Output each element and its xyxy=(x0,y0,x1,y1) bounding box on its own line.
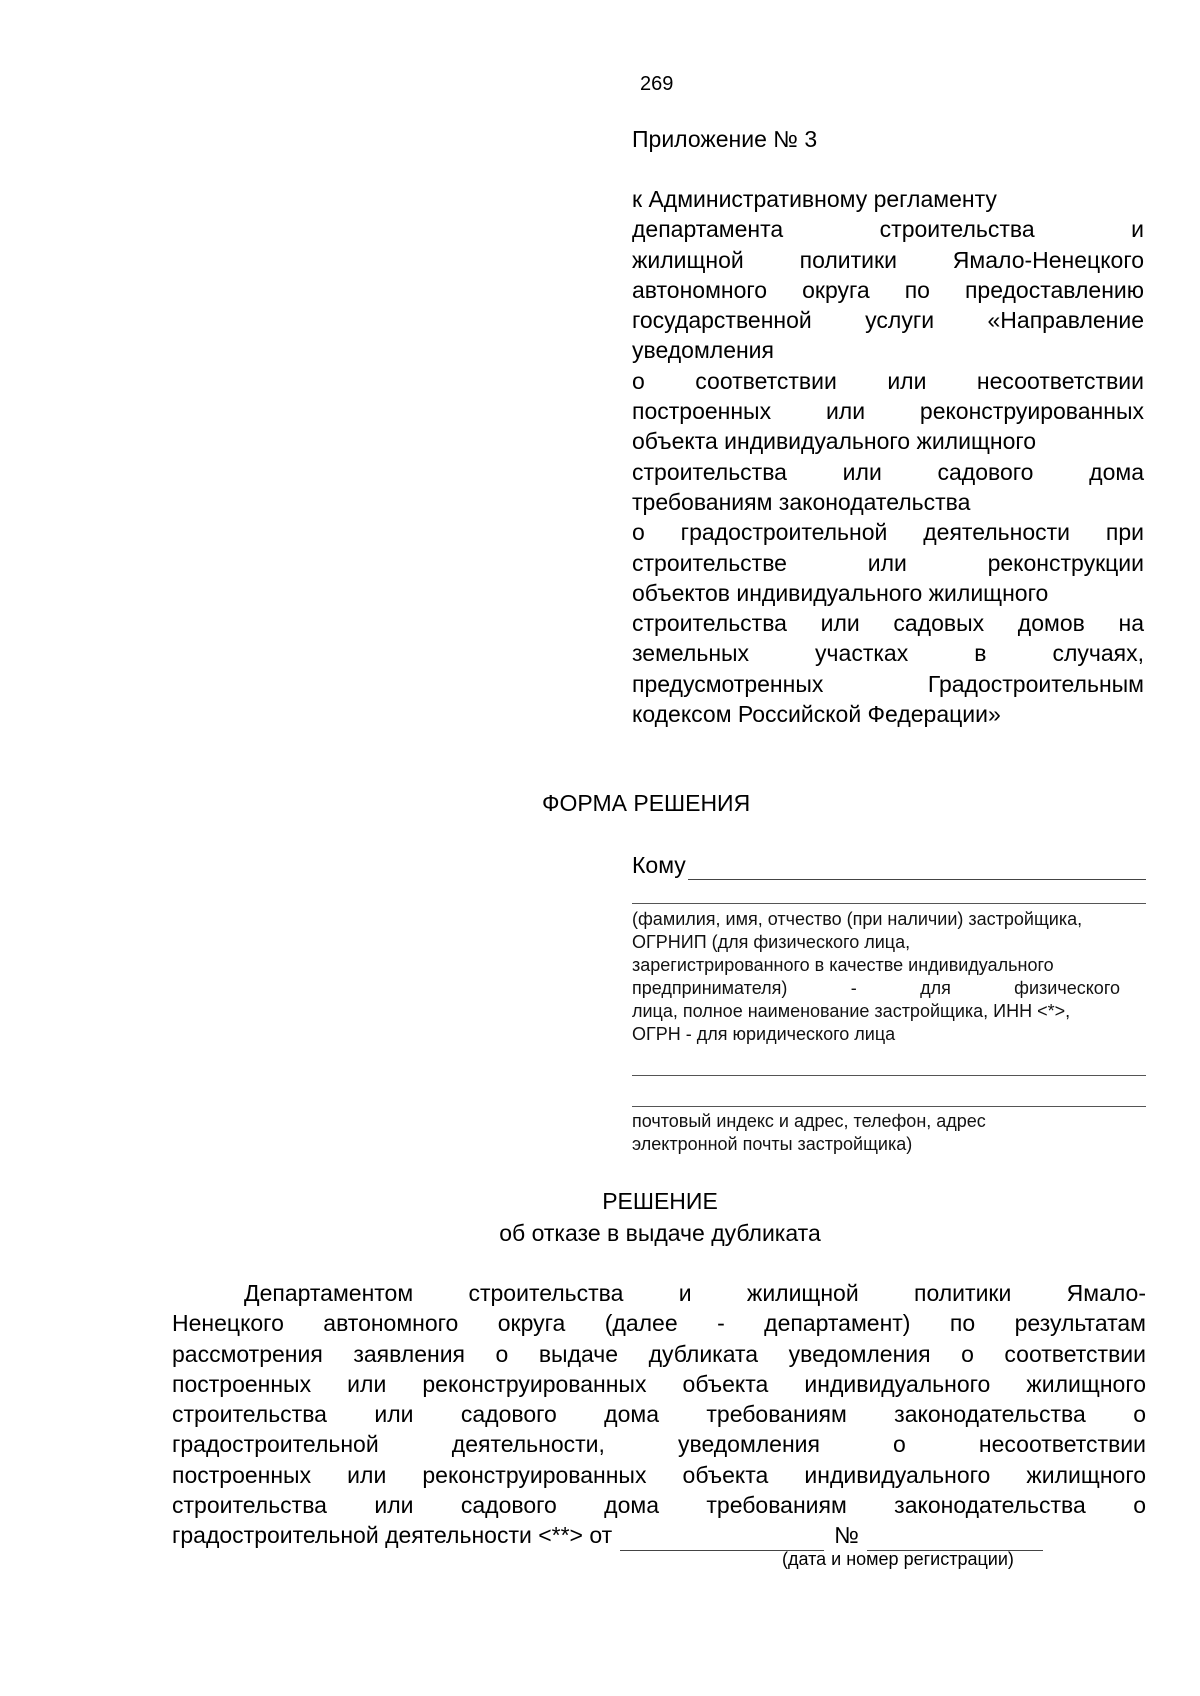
caption-line: ОГРНИП (для физического лица, xyxy=(632,932,911,952)
body-line: Департаментом строительства и жилищной политики Ямало- xyxy=(244,1280,1146,1306)
body-line: рассмотрения заявления о выдаче дубликата уведомления о соответствии xyxy=(172,1340,1146,1367)
appendix-line: государственной услуги «Направление xyxy=(632,307,1144,334)
appendix-line: о соответствии или несоответствии xyxy=(632,367,1144,394)
appendix-line: о градостроительной деятельности при xyxy=(632,519,1144,546)
body-line: строительства или садового дома требованиям законодательства о xyxy=(172,1492,1146,1519)
recipient-label: Кому xyxy=(632,852,686,878)
recipient-field xyxy=(632,848,1146,880)
decision-subtitle: об отказе в выдаче дубликата xyxy=(499,1220,821,1246)
caption-line: предпринимателя) - для физического xyxy=(632,978,1120,998)
decision-body xyxy=(172,1278,1146,1551)
caption-line: лица, полное наименование застройщика, ИНН <*>, xyxy=(632,1001,1071,1021)
appendix-line: департамента строительства и xyxy=(632,216,1144,243)
recipient-caption xyxy=(632,908,1146,1046)
recipient-blank-line-2 xyxy=(632,903,1146,904)
body-line: строительства или садового дома требованиям законодательства о xyxy=(172,1401,1146,1428)
appendix-line: автономного округа по предоставлению xyxy=(632,276,1144,303)
decision-title: РЕШЕНИЕ xyxy=(602,1188,718,1214)
appendix-line: уведомления xyxy=(632,337,774,364)
body-line: построенных или реконструированных объекта индивидуального жилищного xyxy=(172,1370,1146,1397)
body-line: градостроительной деятельности, уведомления о несоответствии xyxy=(172,1431,1146,1458)
caption-line: (фамилия, имя, отчество (при наличии) застройщика, xyxy=(632,909,1083,929)
caption-line: электронной почты застройщика) xyxy=(632,1134,913,1154)
appendix-line: требованиям законодательства xyxy=(632,488,971,515)
appendix-line: строительстве или реконструкции xyxy=(632,549,1144,576)
date-number-caption: (дата и номер регистрации) xyxy=(782,1549,1014,1569)
appendix-reference xyxy=(632,184,1144,729)
form-heading: ФОРМА РЕШЕНИЯ xyxy=(542,790,751,816)
appendix-line: предусмотренных Градостроительным xyxy=(632,670,1144,697)
body-line: Ненецкого автономного округа (далее - департамент) по результатам xyxy=(172,1310,1146,1337)
number-sign: № xyxy=(834,1522,859,1549)
body-line: градостроительной деятельности <**> от xyxy=(172,1522,613,1549)
address-blank-line-1 xyxy=(632,1075,1146,1076)
appendix-line: объекта индивидуального жилищного xyxy=(632,428,1037,455)
body-last-line xyxy=(172,1520,1146,1550)
appendix-line: строительства или садовых домов на xyxy=(632,610,1144,637)
appendix-line: строительства или садового дома xyxy=(632,458,1144,485)
appendix-line: жилищной политики Ямало-Ненецкого xyxy=(632,246,1144,273)
appendix-line: построенных или реконструированных xyxy=(632,398,1144,425)
address-caption xyxy=(632,1110,1146,1156)
address-blank-line-2 xyxy=(632,1106,1146,1107)
appendix-line: к Административному регламенту xyxy=(632,186,997,212)
recipient-blank-line xyxy=(688,855,1146,880)
caption-line: почтовый индекс и адрес, телефон, адрес xyxy=(632,1111,986,1131)
appendix-line: кодексом Российской Федерации» xyxy=(632,701,1001,728)
body-line: построенных или реконструированных объекта индивидуального жилищного xyxy=(172,1461,1146,1488)
page-number: 269 xyxy=(640,73,674,95)
appendix-title: Приложение № 3 xyxy=(632,126,818,152)
appendix-line: объектов индивидуального жилищного xyxy=(632,579,1049,606)
caption-line: зарегистрированного в качестве индивидуального xyxy=(632,955,1054,975)
caption-line: ОГРН - для юридического лица xyxy=(632,1024,896,1044)
appendix-line: земельных участках в случаях, xyxy=(632,640,1144,667)
